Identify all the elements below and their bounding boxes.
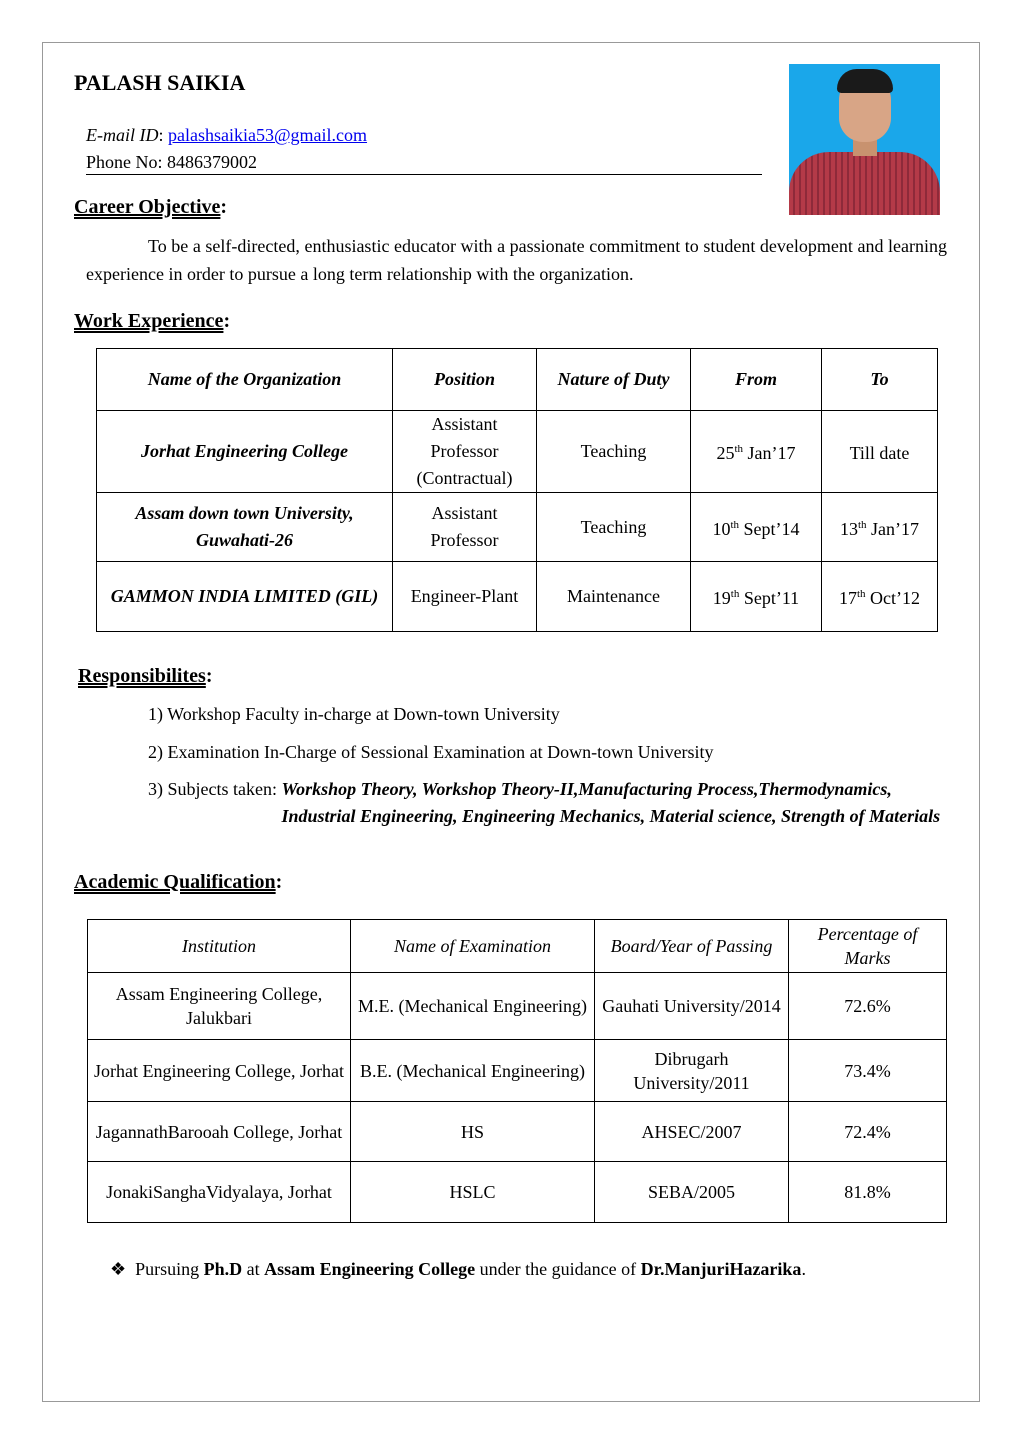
board-cell: SEBA/2005 <box>595 1162 789 1223</box>
contact-block: E-mail ID: palashsaikia53@gmail.com Phone No: 8486379002 <box>86 125 368 172</box>
org-cell: Assam down town University, Guwahati-26 <box>97 493 393 562</box>
column-header: Percentage of Marks <box>789 920 947 973</box>
column-header: Nature of Duty <box>537 349 691 411</box>
section-heading-career: Career Objective: <box>74 196 228 218</box>
work-experience-table <box>96 348 938 632</box>
marks-cell: 81.8% <box>789 1162 947 1223</box>
phone-number: 8486379002 <box>167 152 257 172</box>
to-cell: 13th Jan’17 <box>822 493 938 562</box>
position-cell: Engineer-Plant <box>393 562 537 632</box>
section-heading-work: Work Experience: <box>74 310 231 332</box>
institution-cell: Assam Engineering College, Jalukbari <box>88 973 351 1040</box>
column-header: To <box>822 349 938 411</box>
subjects-list: Workshop Theory, Workshop Theory-II,Manufacturing Process,Thermodynamics, Industrial Engineering, Engineering Mechanics, Material science, Strength of Materials <box>281 779 941 826</box>
from-cell: 10th Sept’14 <box>691 493 822 562</box>
board-cell: Dibrugarh University/2011 <box>595 1040 789 1102</box>
board-cell: AHSEC/2007 <box>595 1102 789 1162</box>
email-label: E-mail ID <box>86 125 159 145</box>
from-cell: 19th Sept’11 <box>691 562 822 632</box>
table-row <box>97 493 938 562</box>
column-header: From <box>691 349 822 411</box>
email-link[interactable]: palashsaikia53@gmail.com <box>168 125 368 145</box>
academic-table <box>87 919 947 1223</box>
exam-cell: B.E. (Mechanical Engineering) <box>351 1040 595 1102</box>
bullet-icon: ❖ <box>110 1259 127 1279</box>
table-header-row <box>88 920 947 973</box>
column-header: Name of the Organization <box>97 349 393 411</box>
list-item: 1) Workshop Faculty in-charge at Down-town University <box>148 704 560 724</box>
marks-cell: 72.6% <box>789 973 947 1040</box>
duty-cell: Maintenance <box>537 562 691 632</box>
board-cell: Gauhati University/2014 <box>595 973 789 1040</box>
institution-cell: JagannathBarooah College, Jorhat <box>88 1102 351 1162</box>
position-cell: Assistant Professor <box>393 493 537 562</box>
divider <box>86 174 762 175</box>
list-item: 3) Subjects taken: Workshop Theory, Workshop Theory-II,Manufacturing Process,Thermodynamics, Industrial Engineering, Engineering Mechanics, Material science, Strength of Materials <box>148 776 948 830</box>
marks-cell: 72.4% <box>789 1102 947 1162</box>
responsibilities-list <box>148 695 948 830</box>
table-header-row <box>97 349 938 411</box>
duty-cell: Teaching <box>537 493 691 562</box>
table-row <box>88 1162 947 1223</box>
candidate-name: PALASH SAIKIA <box>74 70 246 95</box>
table-row <box>97 411 938 493</box>
phd-note: ❖ Pursuing Ph.D at Assam Engineering College under the guidance of Dr.ManjuriHazarika. <box>110 1259 806 1279</box>
to-cell: Till date <box>822 411 938 493</box>
column-header: Name of Examination <box>351 920 595 973</box>
exam-cell: HSLC <box>351 1162 595 1223</box>
duty-cell: Teaching <box>537 411 691 493</box>
org-cell: Jorhat Engineering College <box>97 411 393 493</box>
exam-cell: M.E. (Mechanical Engineering) <box>351 973 595 1040</box>
from-cell: 25th Jan’17 <box>691 411 822 493</box>
table-row <box>88 1040 947 1102</box>
org-cell: GAMMON INDIA LIMITED (GIL) <box>97 562 393 632</box>
marks-cell: 73.4% <box>789 1040 947 1102</box>
exam-cell: HS <box>351 1102 595 1162</box>
section-heading-academic: Academic Qualification: <box>74 871 283 893</box>
column-header: Position <box>393 349 537 411</box>
column-header: Institution <box>88 920 351 973</box>
column-header: Board/Year of Passing <box>595 920 789 973</box>
table-row <box>97 562 938 632</box>
table-row <box>88 1102 947 1162</box>
profile-photo <box>789 64 940 215</box>
to-cell: 17th Oct’12 <box>822 562 938 632</box>
institution-cell: JonakiSanghaVidyalaya, Jorhat <box>88 1162 351 1223</box>
section-heading-responsibilities: Responsibilites: <box>78 665 213 687</box>
list-item: 2) Examination In-Charge of Sessional Examination at Down-town University <box>148 742 714 762</box>
table-row <box>88 973 947 1040</box>
career-objective-text: To be a self-directed, enthusiastic educator with a passionate commitment to student development and learning experience in order to pursue a long term relationship with the organization. <box>86 236 947 284</box>
institution-cell: Jorhat Engineering College, Jorhat <box>88 1040 351 1102</box>
phone-label: Phone No: <box>86 152 163 172</box>
position-cell: Assistant Professor (Contractual) <box>393 411 537 493</box>
